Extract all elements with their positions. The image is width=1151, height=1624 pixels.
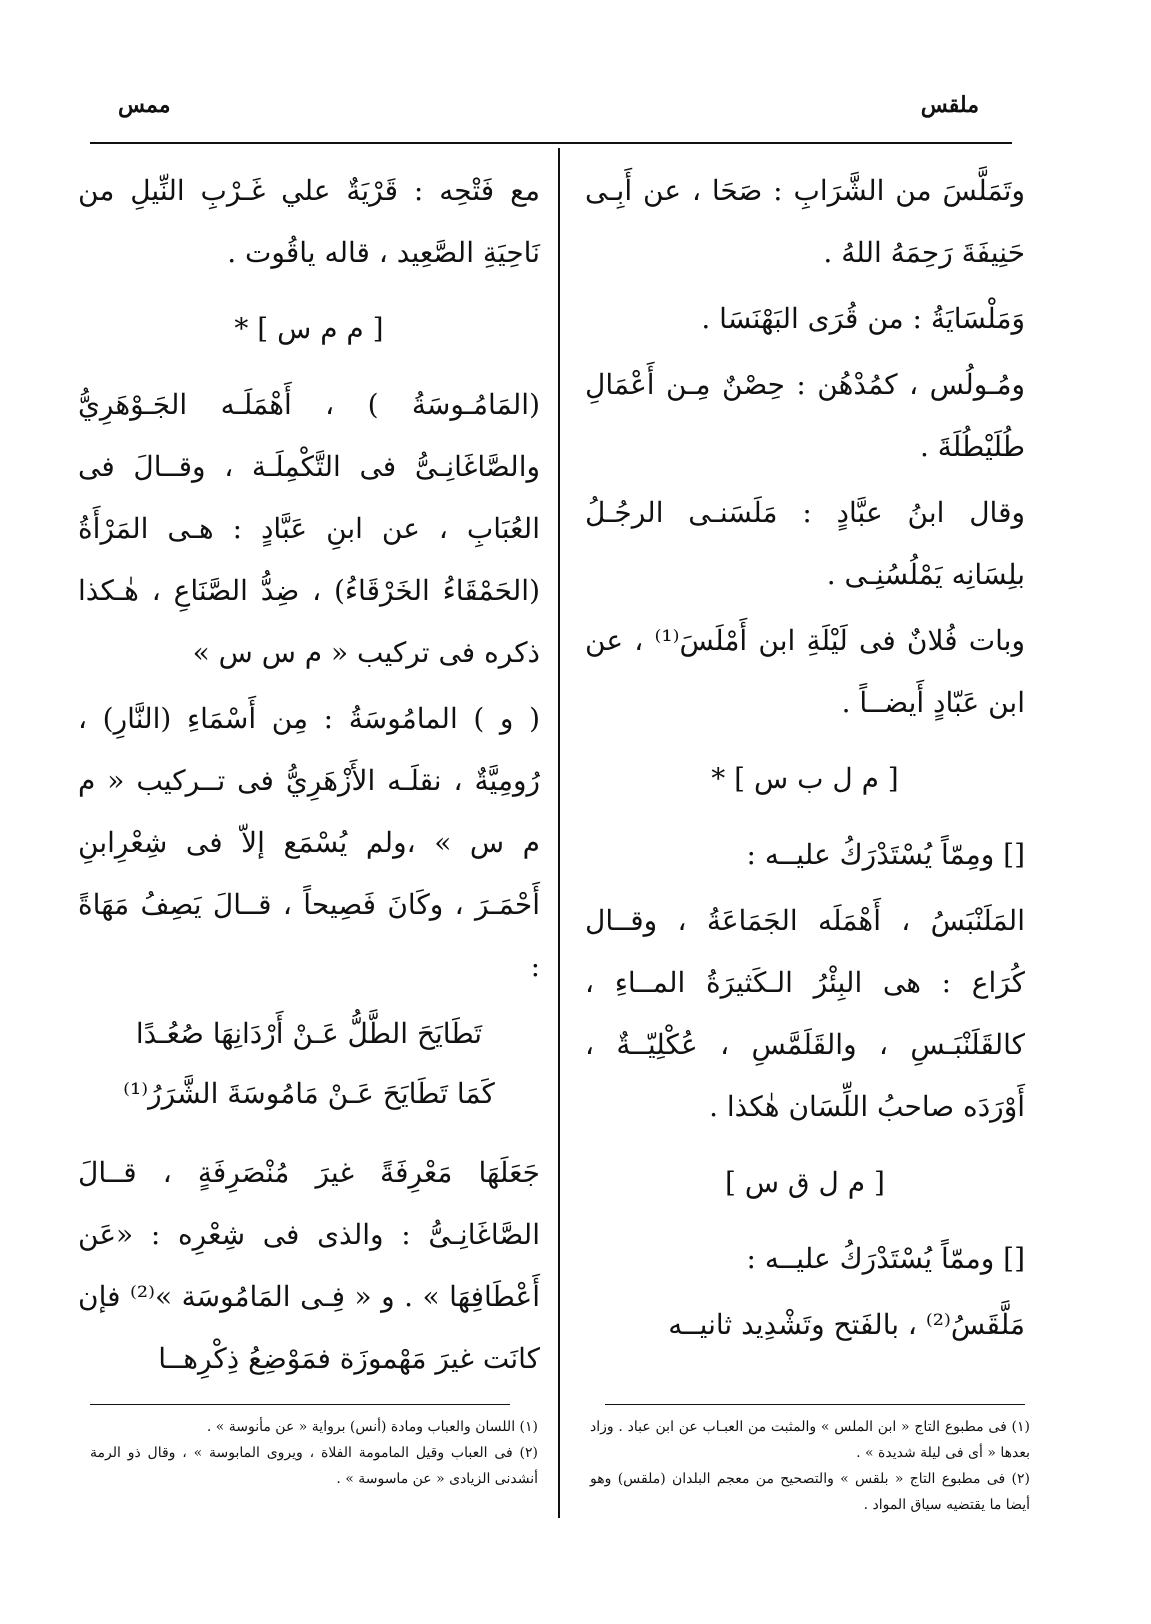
paragraph: مَلَّقَسُ⁽²⁾ ، بالفَتح وتَشْدِيد ثانيــه [668,1308,1025,1341]
header-entry-right: ملقس [920,92,979,118]
footnote: (١) فى مطبوع التاج « ابن الملس » والمثبت من العبـاب عن ابن عباد . وزاد بعدها « أى فى ليلة شديدة » . [590,1419,1030,1461]
paragraph: جَعَلَهَا مَعْرِفَةً غيرَ مُنْصَرِفَةٍ ، قــالَ الصَّاغَانِـىُّ : والذى فى شِعْرِه : «عَن أَعْطَافِهَا » . و « فِـى المَامُوسَة »⁽²⁾ فإن كانَت غيرَ مَهْموزَة فمَوْضِعُ ذِكْرِهــا [78,1156,540,1375]
footnote: (٢) فى مطبوع التاج « بلقس » والتصحيح من معجم البلدان (ملقس) وهو أيضا ما يقتضيه سياق المواد . [590,1471,1030,1513]
paragraph: وتَمَلَّسَ من الشَّرَابِ : صَحَا ، عن أَبِـى حَنِيفَةَ رَحِمَهُ اللهُ . [585,174,1025,269]
header-entry-left: ممس [118,92,171,118]
paragraph: وبات فُلانٌ فى لَيْلَةِ ابن أَمْلَسَ⁽¹⁾ ، عن ابن عَبّادٍ أَيضــاً . [585,624,1025,719]
paragraph: [] ومِمّاً يُسْتَدْرَكُ عليــه : [746,838,1025,871]
footnote-rule-left [90,1404,510,1405]
footnote: (٢) فى العباب وقيل المامومة الفلاة ، ويروى المابوسة » ، وقال ذو الرمة أنشدنى الزيادى « عن ماسوسة » . [90,1445,538,1487]
paragraph: [] وممّاً يُسْتَدْرَكُ عليــه : [746,1242,1025,1275]
poetry-verse [78,1004,540,1124]
right-column [585,160,1025,1360]
paragraph: (المَامُـوسَةُ ) ، أَهْمَلَـه الجَـوْهَرِيُّ والصَّاغَانِـىُّ فى التَّكْمِلَـة ، وقــالَ فى العُبَابِ ، عن ابنِ عَبَّادٍ : هـى المَرْأَةُ (الحَمْقَاءُ الخَرْقَاءُ) ، ضِدُّ الصَّنَاعِ ، هٰـكذا ذكره فى تركيب « م س س » [78,388,540,669]
verse-line: كَمَا تَطَايَحَ عَـنْ مَامُوسَةَ الشَّرَرُ⁽¹⁾ [123,1077,495,1110]
root-heading: [ م ل ب س ] * [711,762,899,795]
root-heading: [ م ل ق س ] [725,1166,885,1199]
root-heading: [ م م س ] * [234,312,384,345]
column-divider [558,148,560,1518]
paragraph: المَلَنْبَسُ ، أَهْمَلَه الجَمَاعَةُ ، وقــال كُرَاع : هى البِئْرُ الـكَثيرَةُ المــاءِ ، كالقَلَنْبَـسِ ، والقَلَمَّسِ ، عُكْلِيّــةٌ ، أَوْرَدَه صاحبُ اللِّسَان هٰكذا . [585,904,1025,1123]
paragraph: ( و ) المامُوسَةُ : مِن أَسْمَاءِ (النَّارِ) ، رُومِيَّةٌ ، نقلَـه الأَزْهَرِيُّ فى تــركيب « م م س » ،ولم يُسْمَع إلاّ فى شِعْرِابنِ أَحْمَـرَ ، وكَانَ فَصِيحاً ، قــالَ يَصِفُ مَهَاةً : [78,702,540,983]
header-rule [90,142,1012,144]
paragraph: مع فَتْحِه : قَرْيَةٌ علي غَـرْبِ النِّيلِ من نَاحِيَةِ الصَّعِيد ، قاله ياقُوت . [78,174,540,269]
paragraph: وقال ابنُ عبَّادٍ : مَلَسَنـى الرجُـلُ بلِسَانِه يَمْلُسُنِـى . [585,496,1025,591]
footnote-rule-right [605,1404,1025,1405]
footnotes-left [90,1414,538,1492]
paragraph: ومُـولُس ، كمُدْهُن : حِصْنٌ مِـن أَعْمَالِ طُلَيْطُلَةَ . [585,368,1025,463]
verse-line: تَطَايَحَ الطَّلُّ عَـنْ أَرْدَانِهَا صُعُـدًا [135,1017,483,1050]
footnotes-right [590,1414,1030,1518]
footnote: (١) اللسان والعباب ومادة (أنس) برواية « عن مأنوسة » . [206,1419,538,1435]
left-column [78,160,540,1394]
paragraph: وَمَلْسَايَةُ : من قُرَى البَهْنَسَا . [701,302,1025,335]
